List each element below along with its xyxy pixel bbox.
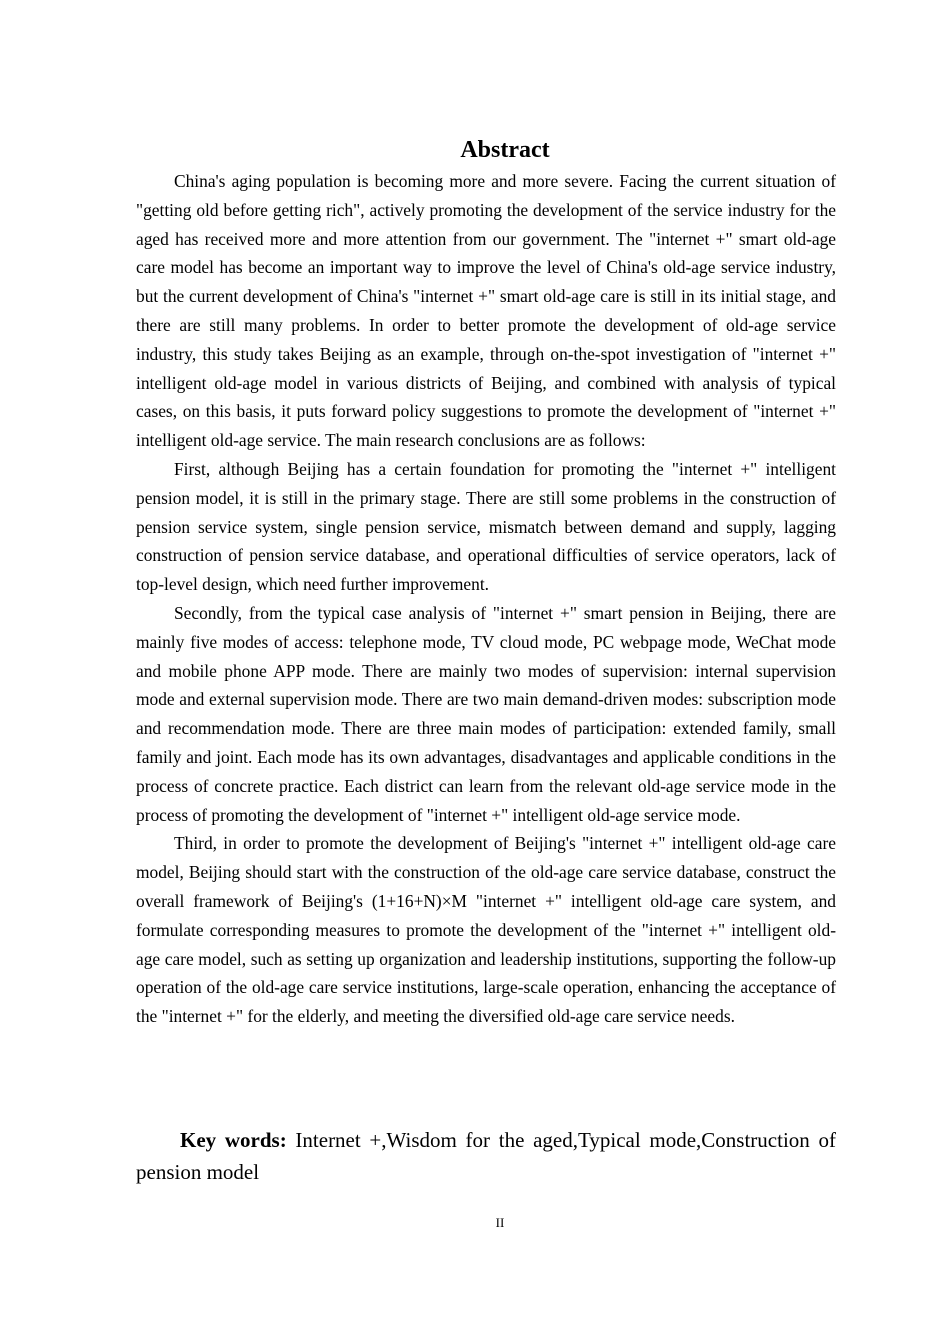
abstract-body bbox=[136, 167, 836, 1031]
abstract-paragraph-2: First, although Beijing has a certain foundation for promoting the "internet +" intelligent pension model, it is still in the primary stage. There are still some problems in the construction of pension service system, single pension service, mismatch between demand and supply, lagging construction of pension service database, and operational difficulties of service operators, lack of top-level design, which need further improvement. bbox=[136, 458, 836, 595]
keywords-label: Key words: bbox=[180, 1128, 287, 1152]
abstract-paragraph-3: Secondly, from the typical case analysis of "internet +" smart pension in Beijing, there are mainly five modes of access: telephone mode, TV cloud mode, PC webpage mode, WeChat mode and mobile phone APP mode. There are mainly two modes of supervision: internal supervision mode and external supervision mode. There are two main demand-driven modes: subscription mode and recommendation mode. There are three main modes of participation: extended family, small family and joint. Each mode has its own advantages, disadvantages and applicable conditions in the process of concrete practice. Each district can learn from the relevant old-age service mode in the process of promoting the development of "internet +" intelligent old-age service mode. bbox=[136, 602, 836, 825]
abstract-paragraph-1: China's aging population is becoming more and more severe. Facing the current situation of "getting old before getting rich", actively promoting the development of the service industry for the aged has received more and more attention from our government. The "internet +" smart old-age care model has become an important way to improve the level of China's old-age service industry, but the current development of China's "internet +" smart old-age care is still in its initial stage, and there are still many problems. In order to better promote the development of old-age service industry, this study takes Beijing as an example, through on-the-spot investigation of "internet +" intelligent old-age model in various districts of Beijing, and combined with analysis of typical cases, on this basis, it puts forward policy suggestions to promote the development of "internet +" intelligent old-age service. The main research conclusions are as follows: bbox=[136, 171, 836, 451]
abstract-title: Abstract bbox=[460, 137, 550, 163]
abstract-paragraph-4: Third, in order to promote the development of Beijing's "internet +" intelligent old-age care model, Beijing should start with the construction of the old-age care service database, construct the overall framework of Beijing's (1+16+N)×M "internet +" intelligent old-age care system, and formulate corresponding measures to promote the development of the "internet +" intelligent old-age care model, such as setting up organization and leadership institutions, supporting the follow-up operation of the old-age care service institutions, large-scale operation, enhancing the acceptance of the "internet +" for the elderly, and meeting the diversified old-age care service needs. bbox=[136, 833, 836, 1027]
keywords-line bbox=[136, 1124, 836, 1188]
keywords-text: Internet +,Wisdom for the aged,Typical mode,Construction of pension model bbox=[136, 1128, 836, 1184]
page-number: II bbox=[495, 1215, 505, 1230]
